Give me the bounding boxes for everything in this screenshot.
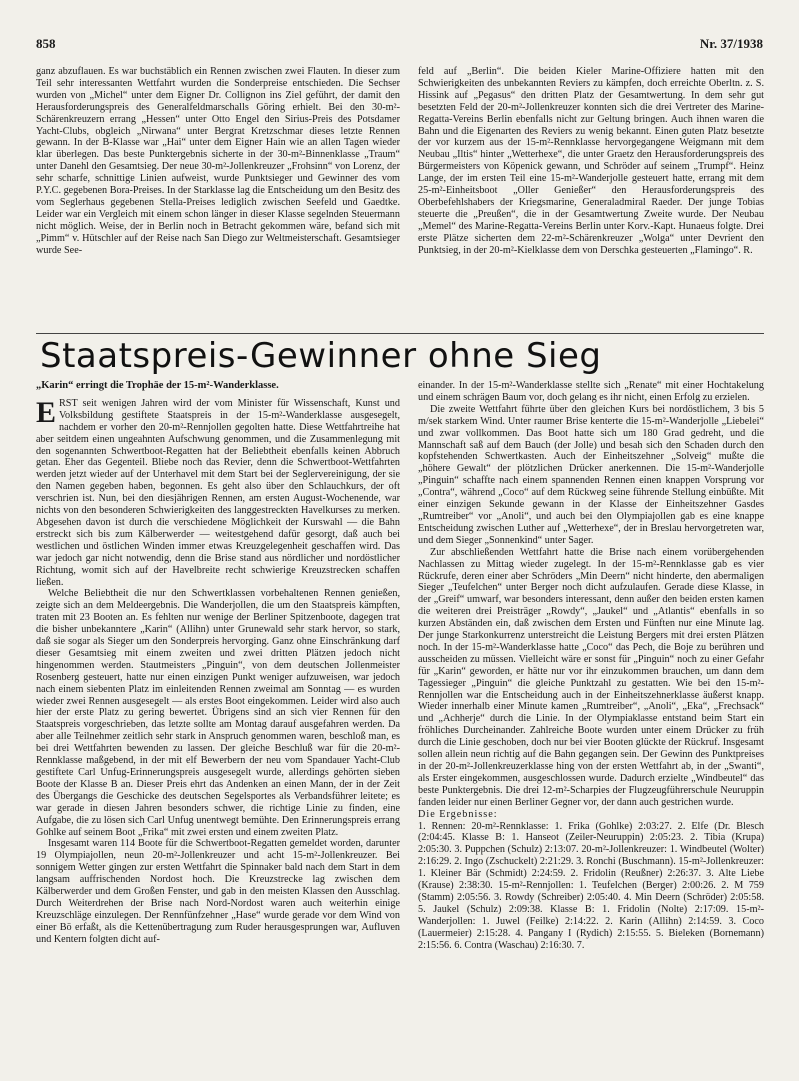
results-section bbox=[418, 809, 764, 952]
article-headline: Staatspreis-Gewinner ohne Sieg bbox=[40, 336, 602, 376]
article-right-column bbox=[418, 380, 764, 1070]
page-number: 858 bbox=[36, 36, 56, 51]
results-list: 1. Rennen: 20-m²-Rennklasse: 1. Frika (Gohlke) 2:03:27. 2. Elfe (Dr. Blesch (2:04:45. Klasse B: 1. Hanseot (Zeiler-Neuruppin) 2:05:23. 2. Tibia (Krupa) 2:05:30. 3. Puppchen (Schulz) 2:13:07. 20-m²-Jollenkreuzer: 1. Windbeutel (Wolter) 2:16:29. 2. Ingo (Zschuckelt) 2:21:29. 3. Ronchi (Buschmann). 15-m²-Jollenkreuzer: 1. Kleiner Bär (Schmidt) 2:24:59. 2. Fridolin (Reußner) 2:26:37. 3. Alte Liebe (Krause) 2:38:30. 15-m²-Rennjollen: 1. Teufelchen (Berger) 2:00:26. 2. M 759 (Stamm) 2:05:56. 3. Rowdy (Schreiber) 2:05:40. 4. Min Deern (Schröder) 2:05:58. 5. Jaukel (Schulz) 2:09:38. Klasse B: 1. Fridolin (Nolte) 2:17:09. 15-m²-Wanderjollen: 1. Juwel (Feilke) 2:14:22. 2. Karin (Allihn) 2:14:59. 3. Coco (Lauermeier) 2:15:28. 4. Pangany I (Rydich) 2:15:55. 5. Bieleken (Bornemann) 2:15:56. 6. Contra (Waschau) 2:16:30. 7. bbox=[418, 820, 764, 951]
results-title: Die Ergebnisse: bbox=[418, 808, 498, 820]
issue-number: Nr. 37/1938 bbox=[699, 36, 763, 51]
paragraph: Die zweite Wettfahrt führte über den gleichen Kurs bei nordöstlichem, 3 bis 5 m/sek starkem Wind. Unter raumer Brise kenterte die 15-m²-Wanderjolle „Liebelei“ und zwar vollkommen. Das Boot hatte sich um 180 Grad gedreht, und die Mannschaft saß auf dem Bauch (der Jolle) und besah sich den Schaden durch den kopfstehenden Schwertkasten. Auch der Einheitszehner „Solveig“ mußte die „höhere Gewalt“ der plötzlichen Drücker anerkennen. Die 15-m²-Wanderjolle „Pinguin“ schaffte nach einem spannenden Rennen einen knappen Vorsprung vor „Contra“, während „Coco“ auf dem Rückweg seine führende Stellung einbüßte. Mit einer einzigen Sekunde gewann in der Klasse der Einheitszehner Gasdes „Rumtreiber“ vor „Anoli“, und auch bei den Olympiajollen gab es eine knappe Entscheidung zwischen Luther auf „Wetterhexe“, der in Breslau hervorgetreten war, und dem Sieger „Sonnenkind“ unter Sager. bbox=[418, 403, 764, 546]
page-header bbox=[36, 36, 763, 52]
article-left-column bbox=[36, 380, 400, 1070]
paragraph: ganz abzuflauen. Es war buchstäblich ein Rennen zwischen zwei Flauten. In dieser zum Teil sehr interessanten Wettfahrt wurden die Sonderpreise entschieden. Die Sechser wurden von „Michel“ unter dem Eigner Dr. Collignon ins Ziel geführt, der damit den Herausforderungspreis des Generalfeldmarschalls Göring erhielt. Bei den 30-m²-Schärenkreuzern errang „Hessen“ unter Otto Engel den Sirius-Preis des Potsdamer Yacht-Clubs, obgleich „Nirwana“ unter Bergrat Kretzschmar dieses letzte Rennen gewann. In der B-Klasse war „Hai“ unter dem Eigner Hain wie an allen Tagen wieder klar überlegen. Das beste Punktergebnis sicherte in der 30-m²-Binnenklasse „Traum“ unter Danehl den Gesamtsieg. Der neue 30-m²-Jollenkreuzer „Frohsinn“ von Lorenz, der sehr scharfe, schnittige Linien aufweist, wurde Punktsieger und Gewinner des vom P.Y.C. gegebenen Bora-Preises. In der Starklasse lag die Entscheidung um den Besitz des vom Seglerhaus gegebenen Stella-Preises lediglich zwischen Seefeld und Gaedtke. Leider war ein Vergleich mit einem schon länger in dieser Klasse segelnden Steuermann nicht möglich. Weise, der in Berlin noch in Betracht gekommen wäre, befand sich mit „Pimm“ v. Hütschler auf der Reise nach San Diego zur Weltmeisterschaft. Gesamtsieger wurde See- bbox=[36, 66, 400, 256]
drop-cap: E bbox=[36, 395, 57, 429]
paragraph: feld auf „Berlin“. Die beiden Kieler Marine-Offiziere hatten mit den Schwierigkeiten des unbekannten Reviers zu kämpfen, doch erreichte Oberltn. z. S. Hissink auf „Pegasus“ den dritten Platz der Gesamtwertung. In dem sehr gut besetzten Feld der 20-m²-Jollenkreuzer konnten sich die drei Vertreter des Marine-Regatta-Vereins Berlin ebenfalls nicht zur Geltung bringen. Auch ihnen waren die Bahn und die Eigenarten des Reviers zu wenig bekannt. Einen guten Platz besetzte der vor kurzem aus der 15-m²-Rennklasse hervorgegangene Weigmann mit dem Neubau „Iltis“ hinter „Wetterhexe“, die unter Graetz den Herausforderungspreis des Bürgermeisters von Köpenick gewann, und Schröder auf seinem „Trumpf“. Heinz Lange, der im ersten Teil eine 15-m²-Wanderjolle gesteuert hatte, errang mit dem 25-m²-Einheitsboot „Oller Genießer“ den Herausforderungspreis des Oberbefehlshabers der Kriegsmarine, Generaladmiral Raeder. Der junge Tobias steuerte die „Preußen“, die in der Gesamtwertung Zweite wurde. Der Neubau „Memel“ des Marine-Regatta-Vereins Berlin unter Korv.-Kapt. Hunaeus folgte. Drei erste Plätze sicherten dem 22-m²-Schärenkreuzer „Wolga“ unter Devrient den Punktsieg, in der 20-m²-Kielklasse dem von Derschka gesteuerten „Flamingo“. R. bbox=[418, 66, 764, 256]
paragraph: Welche Beliebtheit die nur den Schwertklassen vorbehaltenen Rennen genießen, zeigte sich an dem Meldeergebnis. Die Wanderjollen, die um den Staatspreis kämpften, traten mit 23 Booten an. Es fehlten nur wenige der Berliner Spitzenboote, dagegen trat die bisher unbekanntere „Karin“ (Allihn) unter Grunewald sehr stark hervor, so stark, daß sie sogar als Sieger um den Sonderpreis hervorging. Ganz ohne Einschränkung darf dieser Gesamtsieg mit einem zweiten und zwei dritten Plätzen jedoch nicht hingenommen werden. Stautmeisters „Pinguin“, von dem deutschen Jollenmeister Rosenberg gesteuert, hatte nur einen einzigen Punkt weniger aufzuweisen, war jedoch nach einem siebenten Platz im einleitenden Rennen zweimal am Sonntag — es wurden wieder zwei Rennen ausgesegelt — als erstes Boot eingekommen. Leider wird also auch hier der erste Platz zu gering bewertet. Übrigens sind an sich vier Rennen für den Staatspreis vorgeschrieben, das letzte sollte am Montag darauf ausgefahren werden. Da aber alle Teilnehmer zeitlich sehr stark in Anspruch genommen waren, beschloß man, es bei drei Wettfahrten bewenden zu lassen. Der gleiche Beschluß war für die 20-m²-Rennklasse maßgebend, in der mit elf Bewerbern der neu vom Spandauer Yacht-Club gestiftete Carl Unfug-Erinnerungspreis ausgesegelt wurde, allerdings gehörten sieben Boote der Klasse B an. Dieser Preis ehrt das Andenken an einen Mann, der in der Zeit des Übergangs die Geschicke des deutschen Segelsportes als Verbandsführer leitete; es war gerade in diesen Jahren besonders schwer, die richtige Linie zu finden, eine Aufgabe, die zu lösen sich Carl Unfug unentwegt bemühte. Den Erinnerungspreis errang Gohlke auf seinem Boot „Frika“ mit zwei ersten und einem zweiten Platz. bbox=[36, 588, 400, 838]
article-subheadline: „Karin“ erringt die Trophäe der 15-m²-Wanderklasse. bbox=[36, 380, 279, 391]
paragraph bbox=[36, 395, 400, 589]
paragraph: Insgesamt waren 114 Boote für die Schwertboot-Regatten gemeldet worden, darunter 19 Olympiajollen, neun 20-m²-Jollenkreuzer und acht 15-m²-Jollenkreuzer. Bei sonnigem Wetter gingen zur ersten Wettfahrt die Spinnaker bald nach dem Start in dem langsam auffrischenden Nordost hoch. Die Kreuzstrecke lag zwischen dem Kälberwerder und dem Großen Fenster, und gab in den meisten Klassen den Ausschlag. Durch Weiterdrehen der Brise nach Nord-Nordost waren auch weiterhin einige Kreuzschläge einzulegen. Der Rennfünfzehner „Hase“ wurde gerade vor dem Wind von einer Bö erfaßt, als die Kettenübertragung zum Ruder herausgesprungen war, Aufluven und Kentern folgten dicht auf- bbox=[36, 838, 400, 945]
paragraph-text: RST seit wenigen Jahren wird der vom Minister für Wissenschaft, Kunst und Volksbildung gestiftete Staatspreis in der 15-m²-Wanderklasse ausgesegelt, nachdem er vorher den 20-m²-Rennjollen gegolten hatte. Diese Wettfahrtreihe hat aber seitdem einen ungeahnten Aufschwung genommen, und die Zusammenlegung mit den sogenannten Schwertboot-Regatten hat der Beliebtheit ebenfalls keinen Abbruch getan. Eher das Gegenteil. Bliebe noch das Revier, denn die Schwertboot-Wettfahrten werden jetzt wieder auf der Unterhavel mit dem Start bei der Seglervereinigung, der sie den Namen gegeben haben, begonnen. Es geht also über den Schlauchkurs, der oft verschrien ist. Nun, bei den diesjährigen Rennen, am ersten August-Wochenende, war nichts von den besonderen Schwierigkeiten des langgestreckten Havelkurses zu merken. Abgesehen davon ist durch die verschiedene Möglichkeit der Kurswahl — die Bahn erstreckt sich bis zum Kälberwerder — weitestgehend dafür gesorgt, daß auch bei westlichen und östlichen Winden immer etwas Kreuzgelegenheit geschaffen wird. Das war jedoch gar nicht notwendig, denn die Brise stand aus nördlicher und nordöstlicher Richtung, womit sich auf der Havelbreite recht schwierige Kreuzstrecken schaffen ließen. bbox=[36, 397, 400, 588]
paragraph: Zur abschließenden Wettfahrt hatte die Brise nach einem vorübergehenden Nachlassen zu Mittag wieder zugelegt. In der 15-m²-Rennklasse gab es vier Rückrufe, deren einer aber Schröders „Min Deern“ nicht hinderte, den abermaligen Sieger „Teufelchen“ unter Berger noch dicht aufzulaufen. Gerade diese Klasse, in der „Greif“ umwarf, war besonders interessant, denn außer den beiden ersten kamen die weiteren drei Preisträger „Rowdy“, „Jaukel“ und „Atlantis“ ebenfalls in so kurzen Abständen ein, daß zwischen dem Ersten und Fünften nur eine Minute lag. Der junge Starkonkurrenz unterstreicht die Leistung Bergers mit drei ersten Plätzen noch. In der 15-m²-Wanderklasse hatte „Coco“ das Pech, die Boje zu berühren und ausscheiden zu müssen. Vielleicht wäre er sonst für „Pinguin“ noch zu einer Gefahr für „Karin“ geworden, er hätte nur vor ihr einzukommen brauchen, um dann dem Tagessieger „Pinguin“ die gleiche Punktzahl zu gestatten. Wie bei den 15-m²-Rennjollen war die Entscheidung auch in der Einheitszehnerklasse äußerst knapp. Wieder innerhalb einer Minute kamen „Rumtreiber“, „Anoli“, „Eka“, „Frechsack“ und „Achherje“ durch die Linie. In der Olympiaklasse entstand beim Start ein fröhliches Durcheinander. Zahlreiche Boote wurden unter einem Drücker zu früh durch die Linie geschoben, doch nur bei vier Booten glückte der Rückruf. Insgesamt sollen allein neun richtig auf die Bahn gegangen sein. Der Gewinn des Punktpreises in der 20-m²-Jollenkreuzerklasse hing von der ersten Wettfahrt ab, in der „Swanti“, als Erster eingekommen, ausgeschlossen wurde. Dadurch erzielte „Windbeutel“ das beste Punktergebnis. Die drei 12-m²-Scharpies der Flugzeugführerschule Neuruppin fanden leider nur einen Berliner Gegner vor, der dann auch gestrichen wurde. bbox=[418, 546, 764, 808]
previous-article-left-column bbox=[36, 66, 400, 330]
section-divider bbox=[36, 333, 764, 334]
paragraph: einander. In der 15-m²-Wanderklasse stellte sich „Renate“ mit einer Hochtakelung und einem schrägen Baum vor, doch gelang es ihr nicht, einen Erfolg zu erzielen. bbox=[418, 380, 764, 403]
previous-article-right-column bbox=[418, 66, 764, 330]
